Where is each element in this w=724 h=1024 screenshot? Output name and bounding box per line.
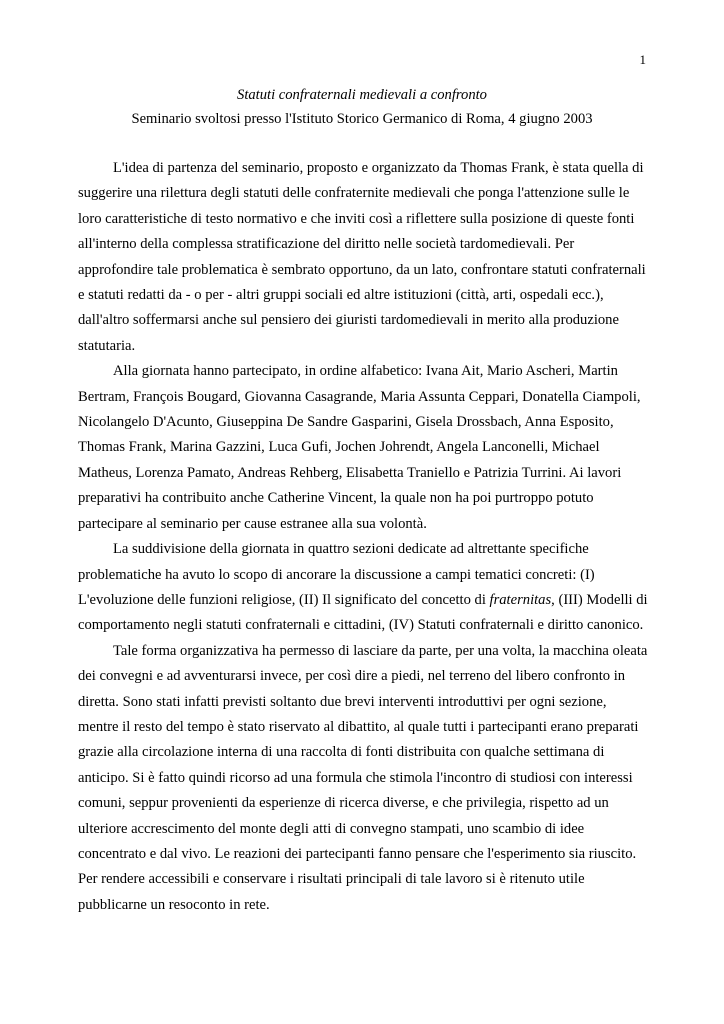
document-title: Statuti confraternali medievali a confronto: [237, 87, 487, 103]
paragraph-introduction: L'idea di partenza del seminario, proposto e organizzato da Thomas Frank, è stata quella di suggerire una rilettura degli statuti delle confraternite medievali che ponga l'attenzione sulle le loro caratteristiche di testo normativo e che inviti così a riflettere sulla posizione di queste fonti all'interno della complessa stratificazione del diritto nelle società tardomedievali. Per approfondire tale problematica è sembrato opportuno, da un lato, confrontare statuti confraternali e statuti redatti da - o per - altri gruppi sociali ed altre istituzioni (città, arti, ospedali ecc.), dall'altro soffermarsi anche sul pensiero dei giuristi tardomedievali in merito alla produzione statutaria.: [78, 160, 646, 354]
document-subtitle: Seminario svoltosi presso l'Istituto Storico Germanico di Roma, 4 giugno 2003: [131, 111, 593, 127]
paragraph-sections-text-before: La suddivisione della giornata in quattro sezioni dedicate ad altrettante specifiche problematiche ha avuto lo scopo di ancorare la discussione a campi tematici concreti: (I) L'evoluzione delle funzioni religiose, (II) Il significato del concetto di: [78, 541, 595, 608]
page-number: 1: [639, 52, 646, 67]
document-body: [78, 156, 648, 918]
paragraph-sections-emphasis: fraternitas: [489, 591, 552, 608]
paragraph-organization: Tale forma organizzativa ha permesso di lasciare da parte, per una volta, la macchina oleata dei convegni e ad avventurarsi invece, per così dire a piedi, nel terreno del libero confronto in diretta. Sono stati infatti previsti soltanto due brevi interventi introduttivi per ogni sezione, mentre il resto del tempo è stato riservato al dibattito, al quale tutti i partecipanti erano preparati grazie alla circolazione interna di una raccolta di fonti distribuita con qualche settimana di anticipo. Si è fatto quindi ricorso ad una formula che stimola l'incontro di studiosi con interessi comuni, seppur provenienti da esperienze di ricerca diverse, e che privilegia, rispetto ad un ulteriore accrescimento del monte degli atti di convegno stampati, uno scambio di idee concentrato e dal vivo. Le reazioni dei partecipanti fanno pensare che l'esperimento sia riuscito. Per rendere accessibili e conservare i risultati principali di tale lavoro si è ritenuto utile pubblicarne un resoconto in rete.: [78, 642, 648, 913]
paragraph-sections: [78, 537, 648, 639]
paragraph-participants: Alla giornata hanno partecipato, in ordine alfabetico: Ivana Ait, Mario Ascheri, Martin Bertram, François Bougard, Giovanna Casagrande, Maria Assunta Ceppari, Donatella Ciampoli, Nicolangelo D'Acunto, Giuseppina De Sandre Gasparini, Gisela Drossbach, Anna Esposito, Thomas Frank, Marina Gazzini, Luca Gufi, Jochen Johrendt, Angela Lanconelli, Michael Matheus, Lorenza Pamato, Andreas Rehberg, Elisabetta Traniello e Patrizia Turrini. Ai lavori preparativi ha contribuito anche Catherine Vincent, la quale non ha poi purtroppo potuto partecipare al seminario per cause estranee alla sua volontà.: [78, 363, 641, 532]
paragraph-sections-text-after: , (III) Modelli di comportamento negli statuti confraternali e cittadini, (IV) Statuti confraternali e diritto canonico.: [78, 591, 648, 634]
